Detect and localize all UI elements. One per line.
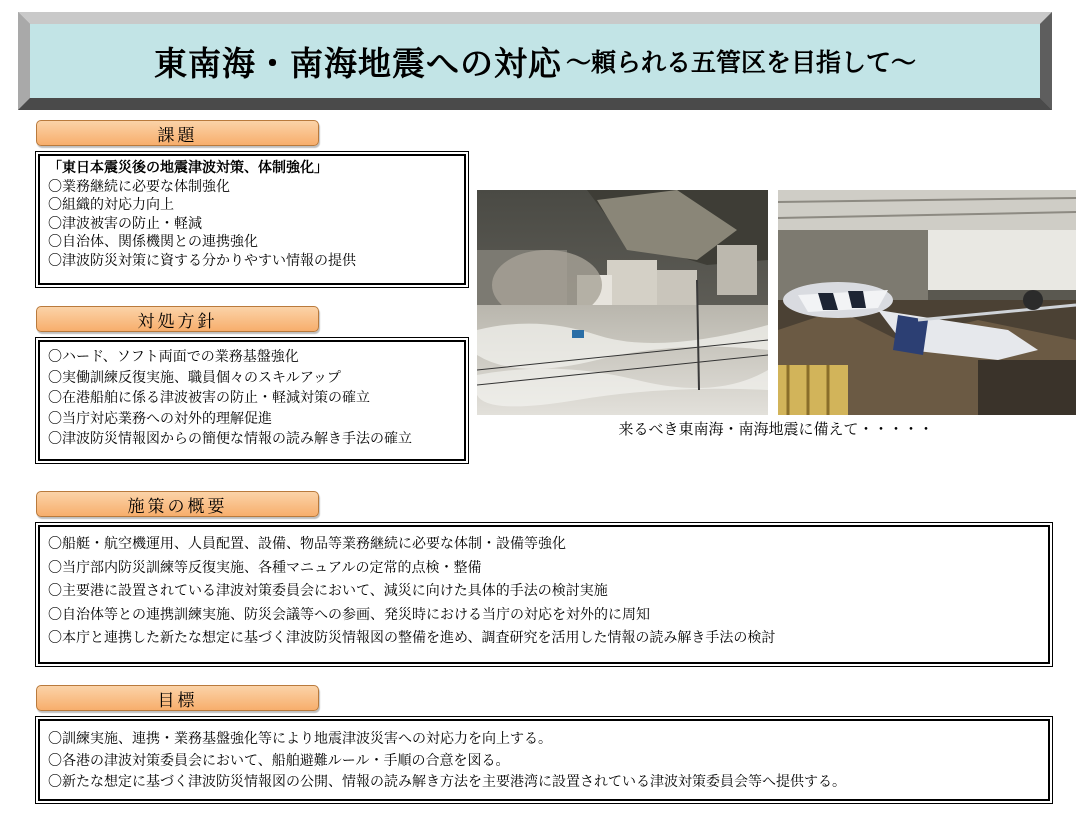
helicopter-hangar-image bbox=[778, 190, 1076, 415]
list-item: 〇各港の津波対策委員会において、船舶避難ルール・手順の合意を図る。 bbox=[48, 752, 510, 769]
kadai-heading: 「東日本震災後の地震津波対策、体制強化」 bbox=[48, 160, 328, 176]
title-main: 東南海・南海地震への対応 bbox=[153, 43, 562, 83]
list-item: 〇当庁対応業務への対外的理解促進 bbox=[48, 410, 272, 427]
section-label: 目標 bbox=[157, 690, 198, 711]
list-item: 〇自治体等との連携訓練実施、防災会議等への参画、発災時における当庁の対応を対外的に周知 bbox=[48, 606, 650, 623]
tsunami-street-image bbox=[477, 190, 768, 415]
list-item: 〇ハード、ソフト両面での業務基盤強化 bbox=[48, 349, 299, 365]
helicopter-hangar-photo bbox=[778, 190, 1076, 415]
list-item: 〇主要港に設置されている津波対策委員会において、減災に向けた具体的手法の検討実施 bbox=[48, 583, 608, 599]
photo-caption: 来るべき東南海・南海地震に備えて・・・・・ bbox=[618, 420, 934, 438]
list-item: 〇津波被害の防止・軽減 bbox=[48, 215, 202, 232]
list-item: 〇訓練実施、連携・業務基盤強化等により地震津波災害への対応力を向上する。 bbox=[48, 731, 552, 747]
tsunami-street-photo bbox=[477, 190, 768, 415]
section-tab-shisaku bbox=[36, 491, 319, 517]
taisho-box bbox=[35, 337, 469, 464]
list-item: 〇自治体、関係機関との連携強化 bbox=[48, 234, 258, 250]
kadai-box bbox=[35, 151, 469, 288]
section-tab-mokuhyo bbox=[36, 685, 319, 711]
shisaku-box bbox=[35, 522, 1053, 667]
page-title bbox=[30, 24, 1040, 98]
title-subtitle: ～頼られる五管区を目指して～ bbox=[565, 48, 916, 77]
list-item: 〇新たな想定に基づく津波防災情報図の公開、情報の読み解き方法を主要港湾に設置されている津波対策委員会等へ提供する。 bbox=[48, 774, 846, 790]
mokuhyo-box bbox=[35, 716, 1053, 804]
section-label: 課題 bbox=[157, 125, 198, 146]
list-item: 〇実働訓練反復実施、職員個々のスキルアップ bbox=[48, 369, 341, 386]
list-item: 〇船艇・航空機運用、人員配置、設備、物品等業務継続に必要な体制・設備等強化 bbox=[48, 536, 566, 552]
list-item: 〇業務継続に必要な体制強化 bbox=[48, 178, 230, 195]
list-item: 〇在港船舶に係る津波被害の防止・軽減対策の確立 bbox=[48, 390, 370, 406]
list-item: 〇津波防災情報図からの簡便な情報の読み解き手法の確立 bbox=[48, 431, 412, 447]
section-tab-kadai bbox=[36, 120, 319, 146]
section-label: 施策の概要 bbox=[127, 496, 228, 517]
list-item: 〇本庁と連携した新たな想定に基づく津波防災情報図の整備を進め、調査研究を活用した情報の読み解き手法の検討 bbox=[48, 630, 776, 646]
list-item: 〇組織的対応力向上 bbox=[48, 197, 174, 213]
list-item: 〇津波防災対策に資する分かりやすい情報の提供 bbox=[48, 252, 356, 269]
section-tab-taisho bbox=[36, 306, 319, 332]
section-label: 対処方針 bbox=[137, 311, 218, 332]
list-item: 〇当庁部内防災訓練等反復実施、各種マニュアルの定常的点検・整備 bbox=[48, 559, 482, 576]
